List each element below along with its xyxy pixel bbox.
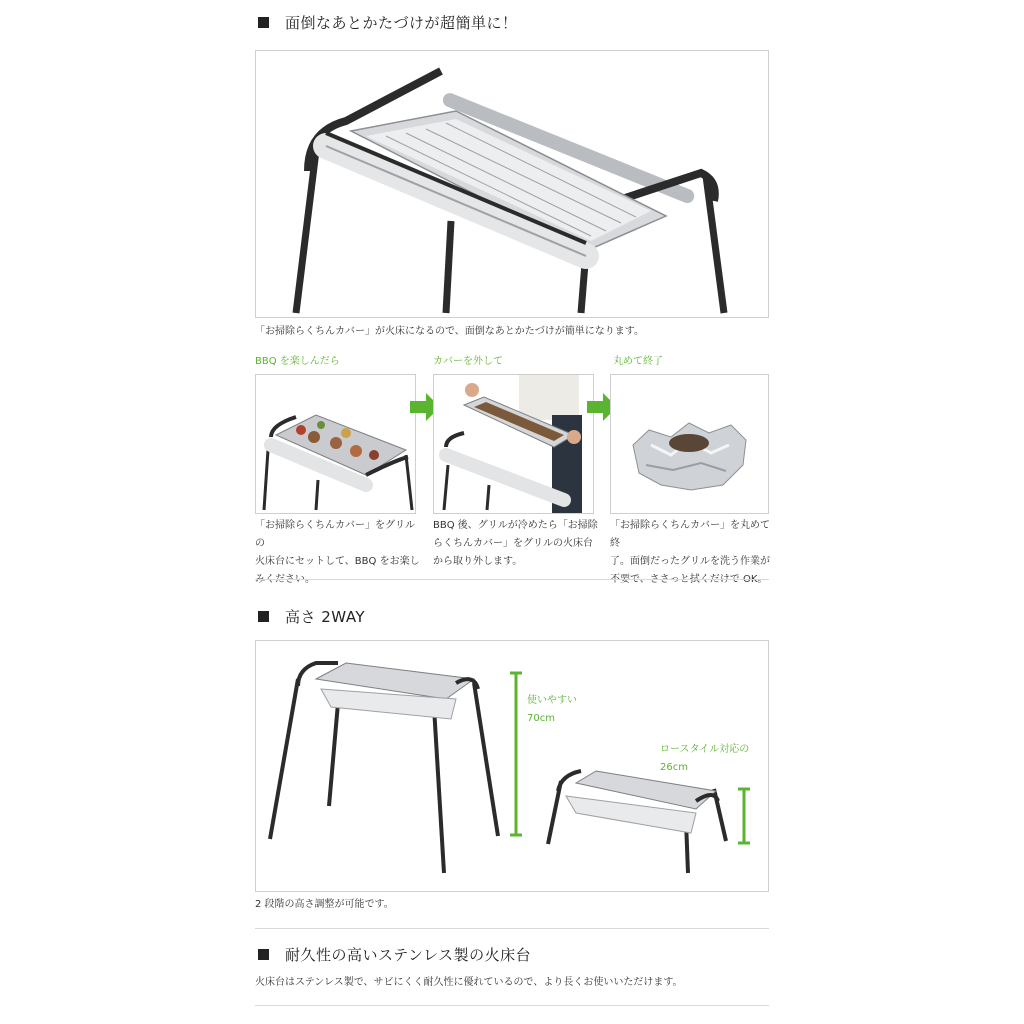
square-bullet-icon bbox=[258, 17, 269, 28]
section-title-cleanup bbox=[258, 12, 518, 33]
section-title-text: 高さ 2WAY bbox=[285, 608, 366, 626]
divider-2 bbox=[255, 928, 769, 929]
removing-cover-illustration bbox=[434, 375, 593, 513]
grill-with-food-illustration bbox=[256, 375, 415, 513]
step-3-description: 「お掃除らくちんカバー」を丸めて終 了。面倒だったグリルを洗う作業が bbox=[610, 520, 770, 567]
hero-caption: 「お掃除らくちんカバー」が火床になるので、面倒なあとかたづけが簡単になります。 bbox=[255, 326, 644, 337]
step-2-description: BBQ 後、グリルが冷めたら「お掃除 らくちんカバー」をグリルの火床台 から取り外します。 bbox=[433, 520, 598, 567]
square-bullet-icon bbox=[258, 611, 269, 622]
section-title-text: 面倒なあとかたづけが超簡単に！ bbox=[285, 14, 518, 32]
section-title-text: 耐久性の高いステンレス製の火床台 bbox=[285, 946, 532, 964]
step-1-label: BBQ を楽しんだら bbox=[255, 356, 340, 367]
section-title-durability bbox=[258, 944, 531, 965]
low-height-label: ロースタイル対応の 26cm bbox=[660, 744, 750, 773]
section-title-height bbox=[258, 606, 365, 627]
square-bullet-icon bbox=[258, 949, 269, 960]
tall-height-label: 使いやすい 70cm bbox=[527, 695, 577, 724]
crumpled-foil-illustration bbox=[611, 375, 768, 513]
step-3-label: 丸めて終了 bbox=[613, 356, 663, 367]
step-1-image bbox=[255, 374, 416, 514]
step-1-description: 「お掃除らくちんカバー」をグリルの 火床台にセットして、BBQ をお楽し bbox=[255, 520, 420, 567]
step-2-image bbox=[433, 374, 594, 514]
durability-caption: 火床台はステンレス製で、サビにくく耐久性に優れているので、より長くお使いいただけます。 bbox=[255, 977, 683, 988]
height-caption: 2 段階の高さ調整が可能です。 bbox=[255, 899, 394, 910]
grill-with-cover-illustration bbox=[256, 51, 768, 317]
divider bbox=[255, 579, 769, 580]
divider-3 bbox=[255, 1005, 769, 1006]
step-3-image bbox=[610, 374, 769, 514]
hero-grill-image bbox=[255, 50, 769, 318]
step-2-label: カバーを外して bbox=[433, 356, 503, 367]
